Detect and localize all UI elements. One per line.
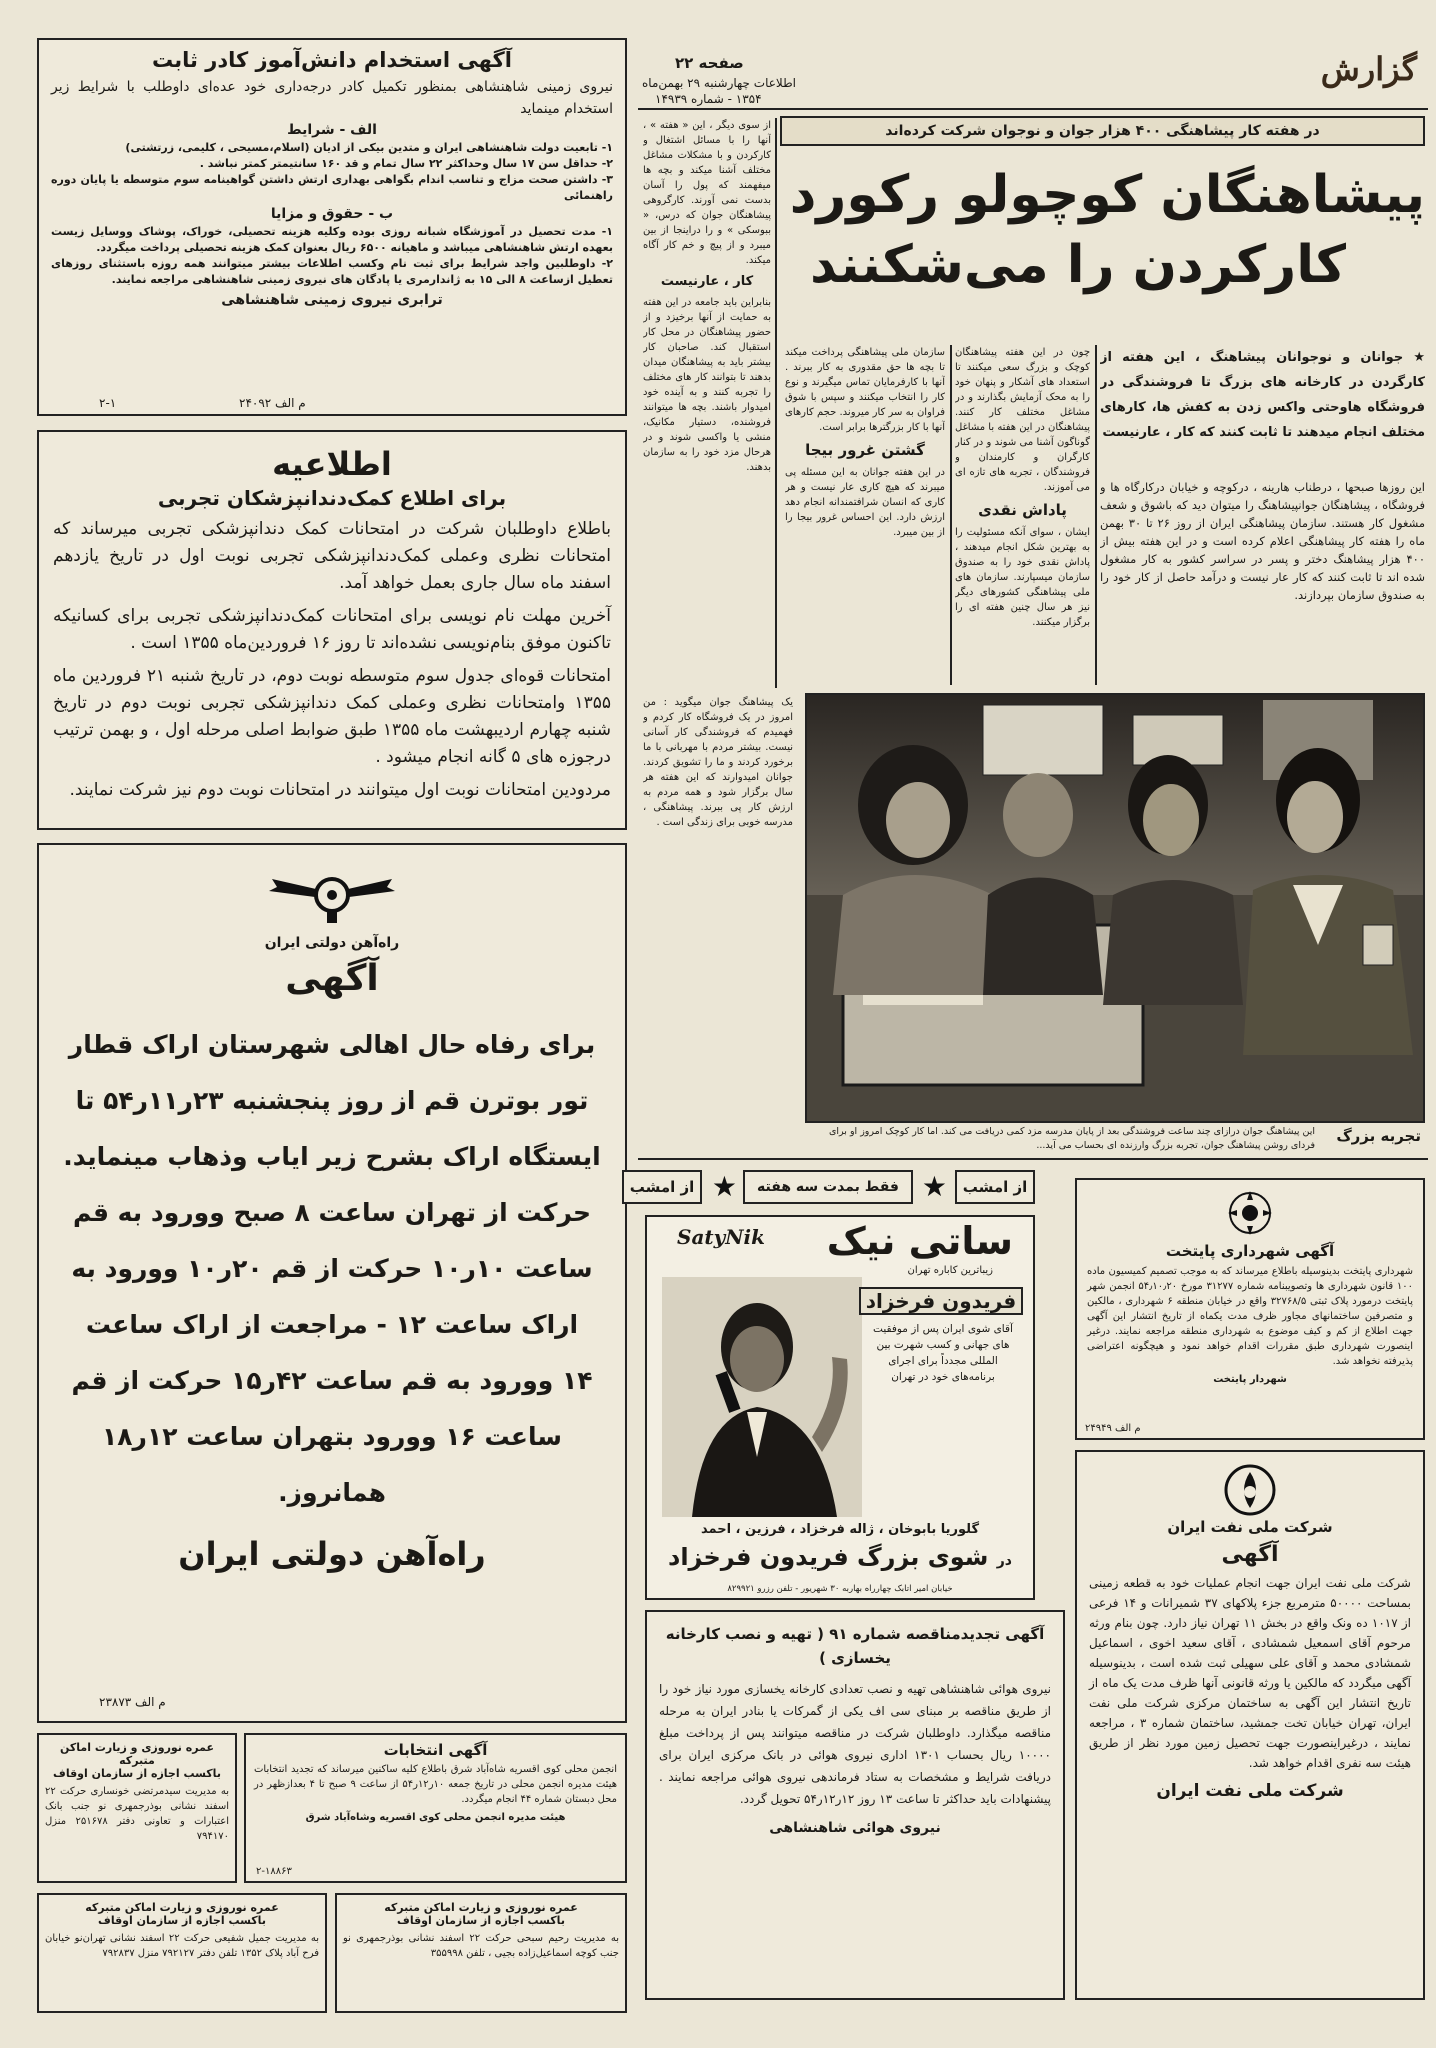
umra-ad-2: عمره نوروزی و زیارت اماکن متبرکه باکسب اجازه از سازمان اوقاف به مدیریت جمیل شفیعی حرکت ۲۲ اسفند نشانی تهران‌نو خیابان فرح آباد پلاک ۱۳۵۲ تلفن دفتر ۷۹۲۱۲۷ منزل ۷۹۲۸۳۷ bbox=[37, 1893, 327, 2013]
report-bottom-rule bbox=[638, 1158, 1428, 1160]
oil-company-logo-icon bbox=[1220, 1462, 1280, 1518]
oil-title: آگهی bbox=[1221, 1542, 1279, 1567]
recruitment-title: آگهی استخدام دانش‌آموز کادر ثابت bbox=[152, 48, 512, 72]
venue-latin: SatyNik bbox=[677, 1225, 765, 1249]
report-column-b: چون در این هفته پیشاهنگان کوچک و بزرگ سعی میکنند تا استعداد های آشکار و پنهان خود را به محک آزمایش بگذارند و در مشاغل مختلف کار کنند. پیشاهنگان در این هفته با مشاغل گوناگون آشنا می شوند و در کنار کارگران و کارمندان و فروشندگان ، تجربه های تازه ای می آموزند. پاداش نقدی ایشان ، سوای آنکه مسئولیت را به بهترین شکل انجام میدهند ، پاداش نقدی خود را به صندوق سازمان میسپارند. سازمان های ملی پیشاهنگی کشورهای دیگر نیز هر سال چنین هفته ای را برگزار میکنند. bbox=[955, 347, 1090, 628]
railway-winged-wheel-icon bbox=[267, 865, 397, 925]
tender-title: آگهی تجدیدمناقصه شماره ۹۱ ( تهیه و نصب کارخانه یخسازی ) bbox=[665, 1625, 1045, 1667]
report-headline bbox=[780, 160, 1425, 310]
venue-name: ساتی نیک bbox=[826, 1219, 1013, 1263]
singer-photo bbox=[662, 1277, 862, 1517]
page-number: صفحه ۲۲ bbox=[675, 54, 744, 72]
dental-title: اطلاعیه bbox=[272, 445, 392, 483]
issue-number: ۱۳۵۴ - شماره ۱۴۹۳۹ bbox=[655, 92, 762, 106]
from-tonight-badge-2: از امشب bbox=[622, 1170, 702, 1204]
municipality-emblem-icon bbox=[1220, 1188, 1280, 1238]
subhead-work: کار ، عارنیست bbox=[660, 274, 754, 289]
report-kicker: در هفته کار پیشاهنگی ۴۰۰ هزار جوان و نوجوان شرکت کرده‌اند bbox=[780, 116, 1425, 146]
show-ad-header bbox=[615, 1170, 1035, 1206]
scouts-photo-image bbox=[805, 695, 1423, 1123]
show-ad: SatyNik ساتی نیک زیباترین کاباره تهران فریدون فرخزاد آقای شوی ایران پس از موفقیت های جهانی و کسب شهرت بین المللی مجدداً برای اجرای برنامه‌های خود در تهران گلوریا بابوخان ، ژاله فرخزاد ، فرزین ، احمد در شوی بزرگ فریدون فرخزاد خیابان امیر اتابک چهارراه بهاربه ۳۰ شهریور - تلفن رزرو ۸۲۹۹۲۱ bbox=[645, 1215, 1035, 1600]
umra-ad-1: عمره نوروزی و زیارت اماکن متبرکه باکسب اجازه از سازمان اوقاف به مدیریت سیدمرتضی خونساری حرکت ۲۲ اسفند نشانی بوذرجمهری نو جنب بانک اعتبارات و تعاونی دفتر ۲۵۱۶۷۸ منزل ۷۹۴۱۷۰ bbox=[37, 1733, 237, 1883]
report-column-a: این روزها صبحها ، درطناب هارینه ، درکوچه و خیابان درکارگاه ها و فروشگاه ، پیشاهنگان جوانپیشاهنگ را میتوان دید که باشوق و شعف مشغول کار هستند. سازمان پیشاهنگی ایران از روز ۲۶ تا ۳۰ بهمن ماه را هفته کار پیشاهنگی اعلام کرده است و در این هفته بیش از ۴۰۰ هزار پیشاهنگ دختر و پسر در سراسر کشور به کار مشغول شده اند تا ثابت کنند که کار عار نیست و درآمد حاصل از کار خود را به صندوق سازمان بپردازند. bbox=[1100, 480, 1425, 602]
subhead-pride: گشتن غرور بیجا bbox=[805, 441, 925, 459]
star-icon: ★ bbox=[711, 1170, 737, 1203]
col-rule-d bbox=[775, 118, 777, 688]
dental-subtitle: برای اطلاع کمک‌دندانپزشکان تجربی bbox=[157, 486, 507, 510]
dental-notice: اطلاعیه برای اطلاع کمک‌دندانپزشکان تجربی باطلاع داوطلبان شرکت در امتحانات کمک دندانپزشکی تجربی میرساند که امتحانات نظری وعملی کمک‌دندانپزشکی تجربی نوبت اول در تاریخ یازدهم اسفند ماه سال جاری بعمل خواهد آمد. آخرین مهلت نام نویسی برای امتحانات کمک‌دندانپزشکی تجربی برای کسانیکه تاکنون موفق بنام‌نویسی نشده‌اند تا روز ۱۶ فروردین‌ماه ۱۳۵۵ است . امتحانات قوه‌ای جدول سوم متوسطه نوبت دوم، در تاریخ شنبه ۲۱ فروردین ماه ۱۳۵۵ وامتحانات نظری وعملی کمک دندانپزشکی تجربی نوبت دوم در تاریخ شنبه چهارم اردیبهشت ماه ۱۳۵۵ طبق ضوابط اصلی مرحله اول ، و بهمن ترتیب درجوزه های ۵ گانه انجام میشود . مردودین امتحانات نوبت اول میتوانند در امتحانات نوبت دوم نیز شرکت نمایند. bbox=[37, 430, 627, 830]
col-rule-b bbox=[950, 345, 952, 685]
photo-caption: تجربه بزرگ این پیشاهنگ جوان درازای چند ساعت فروشندگی بعد از پایان مدرسه مزد کمی دریافت می کند. اما کار کوچک امروز او برای فردای روشن پیشاهنگ جوان، تجربه بزرگ وارزنده ای بحساب می آید... bbox=[828, 1126, 1421, 1151]
report-column-c: سازمان ملی پیشاهنگی پرداخت میکند تا بچه ها حق مقدوری به کار ببرند . آنها با کارفرمایان تماس میگیرند و نوع کار را انتخاب میکنند و سپس با شوق فراوان به سر کار میروند. حجم کارهای آنها با کار بزرگترها برابر است. گشتن غرور بیجا در این هفته جوانان به این مسئله پی میبرند که هیچ کاری عار نیست و هر کاری که انسان شرافتمندانه انجام دهد ارزش دارد. این احساس غرور بیجا را از بین میبرد. bbox=[785, 347, 945, 538]
cast-line: گلوریا بابوخان ، ژاله فرخزاد ، فرزین ، احمد bbox=[700, 1522, 980, 1537]
tender-ad: آگهی تجدیدمناقصه شماره ۹۱ ( تهیه و نصب کارخانه یخسازی ) نیروی هوائی شاهنشاهی تهیه و نصب تعدادی کارخانه یخسازی مورد نیاز خود را از طریق مناقصه بر مبنای سی اف یکی از گمرکات یا بنادر ایران به مرحله مناقصه میگذارد. داوطلبان شرکت در مناقصه میتوانند پس از پرداخت مبلغ ۱۰۰۰۰ ریال بحساب ۱۳۰۱ اداری نیروی هوائی در بانک مرکزی ایران برای دریافت شرایط و مشخصات به ستاد فرماندهی نیروی هوائی مراجعه نمایند . پیشنهادات باید حداکثر تا ساعت ۱۳ روز ۱۲ر۱۲ر۵۴ تحویل گردد. نیروی هوائی شاهنشاهی bbox=[645, 1610, 1065, 2000]
scouts-photo bbox=[805, 693, 1425, 1123]
tender-signature: نیروی هوائی شاهنشاهی bbox=[769, 1820, 941, 1836]
headline-line-1: پیشاهنگان کوچولو رکورد bbox=[789, 165, 1425, 225]
umra-ad-3: عمره نوروزی و زیارت اماکن متبرکه باکسب اجازه از سازمان اوقاف به مدیریت رحیم سبحی حرکت ۲۲ اسفند نشانی بوذرجمهری نو جنب کوچه اسماعیل‌زاده بجیی ، تلفن ۳۵۵۹۹۸ bbox=[335, 1893, 627, 2013]
election-ad: آگهی انتخابات انجمن محلی کوی اقسریه شاه‌آباد شرق باطلاع کلیه ساکنین میرساند که تجدید انتخابات هیئت مدیره انجمن محلی در تاریخ جمعه ۱۰ر۱۲ر۵۴ از ساعت ۹ صبح تا ۴ بعدازظهر در محل دبستان شماره ۴۴ انجام میگردد. هیئت مدیره انجمن محلی کوی اقسریه وشاه‌آباد شرق ۲-۱۸۸۶۳ bbox=[244, 1733, 627, 1883]
three-weeks-badge: فقط بمدت سه هفته bbox=[743, 1170, 913, 1204]
railway-logo-text: راه‌آهن دولتی ایران bbox=[264, 935, 400, 951]
from-tonight-badge-1: از امشب bbox=[955, 1170, 1035, 1204]
capital-title: آگهی شهرداری پایتخت bbox=[1165, 1242, 1335, 1260]
railway-title: آگهی bbox=[285, 958, 379, 999]
report-column-d: از سوی دیگر ، این « هفته » ، آنها را با مسائل اشتغال و کارکردن و با مشکلات مشاغل مختلف آشنا میکند و بچه ها میفهمند که پول را آسان بدست نمی آورند. کارگروهی پیشاهنگان جوان که درس، « ببوسکی » و را دراینجا از بین میبرد و از پیچ و خم کار آگاه میکند. کار ، عارنیست بنابراین باید جامعه در این هفته به حمایت از آنها برخیزد و از حضور پیشاهنگان در محل کار استقبال کند. صاحبان کار بیشتر باید به پیشاهنگان میدان بدهند تا بتوانند کار های مختلف را تجربه کنند و به آینده خود امیدوار باشند. بچه ها میتوانند فروشنده، دستیار مکانیک، منشی یا واکسی شوند و در هرحال مزد خود را به سازمان بدهند. bbox=[643, 120, 771, 473]
show-title: شوی بزرگ فریدون فرخزاد bbox=[668, 1543, 989, 1571]
section-title: گزارش bbox=[1320, 50, 1417, 88]
oil-logo-text: شرکت ملی نفت ایران bbox=[1167, 1518, 1333, 1536]
recruitment-signature: ترابری نیروی زمینی شاهنشاهی bbox=[221, 292, 443, 308]
issue-date: اطلاعات چهارشنبه ۲۹ بهمن‌ماه bbox=[642, 76, 796, 90]
section-header bbox=[640, 48, 1425, 116]
capital-ad: آگهی شهرداری پایتخت شهرداری پایتخت بدینوسیله باطلاع میرساند که به موجب تصمیم کمیسیون ماده ۱۰۰ قانون شهرداری ها وتصویبنامه شماره ۳۱۲۷۷ مورخ ۵۴٫۱۰٫۲۰ انجمن شهر پایتخت درمورد پلاک ثبتی ۳۲۷۶۸/۵ واقع در خیابان منطقه ۶ شهرداری ، مالکین و متصرفین ساختمانهای مجاور ظرف مدت یکماه از تاریخ انتشار این آگهی جهت اطلاع از کم و کیف موضوع به شهرداری منطقه مراجعه نمایند. درغیر اینصورت شهرداری طبق مقررات اقدام خواهد نمود و هیچگونه اعتراضی پذیرفته نخواهد شد. شهردار پایتخت م الف ۲۴۹۴۹ bbox=[1075, 1178, 1425, 1440]
report-column-d-cont: یک پیشاهنگ جوان میگوید : من امروز در یک فروشگاه کار کردم و فهمیدم که فروشندگی کار آسانی نیست. بیشتر مردم با مهربانی با ما برخورد کردند و ما را تشویق کردند. جوانان امیدوارند که این هفته هر سال برگزار شود و همه مردم به ارزش کار پی ببرند. پیشاهنگی ، مدرسه خوبی برای زندگی است . bbox=[643, 697, 793, 828]
headline-line-2: کارکردن را می‌شکنند bbox=[810, 235, 1346, 295]
railway-signature: راه‌آهن دولتی ایران bbox=[178, 1535, 486, 1573]
report-lead: ★ جوانان و نوجوانان پیشاهنگ ، این هفته از کارگردن در کارخانه های بزرگ تا فروشندگی در فروشگاه هاوحتی واکس زدن به کفش ها، کارهای مختلف انجام میدهند تا ثابت کنند که کار ، عارنیست bbox=[1100, 350, 1425, 440]
railway-logo bbox=[57, 865, 607, 935]
subhead-reward: پاداش نقدی bbox=[978, 501, 1067, 519]
star-icon: ★ bbox=[921, 1170, 947, 1203]
photo-caption-title: تجربه بزرگ bbox=[1336, 1127, 1421, 1145]
header-rule bbox=[638, 108, 1428, 110]
oil-signature: شرکت ملی نفت ایران bbox=[1156, 1781, 1344, 1801]
railway-ad: راه‌آهن دولتی ایران آگهی برای رفاه حال اهالی شهرستان اراک قطار تور بوترن قم از روز پنجشنبه ۲۳ر۱۱ر۵۴ تا ایستگاه اراک بشرح زیر ایاب وذهاب مینماید. حرکت از تهران ساعت ۸ صبح وورود به قم ساعت ۱۰ر۱۰ حرکت از قم ۲۰ر۱۰ وورود به اراک ساعت ۱۲ - مراجعت از اراک ساعت ۱۴ وورود به قم ساعت ۴۲ر۱۵ حرکت از قم ساعت ۱۶ وورود بتهران ساعت ۱۲ر۱۸ همانروز. راه‌آهن دولتی ایران م الف ۲۳۸۷۳ bbox=[37, 843, 627, 1723]
singer-name: فریدون فرخزاد bbox=[859, 1287, 1023, 1315]
col-rule-a bbox=[1095, 345, 1097, 685]
oil-ad: شرکت ملی نفت ایران آگهی شرکت ملی نفت ایران جهت انجام عملیات خود به قطعه زمینی بمساحت ۵۰۰۰۰ مترمربع جزء پلاکهای ۳۷ شمیرانات و ۱۴ فرعی از ۱۰۱۷ ده ونک واقع در بخش ۱۱ تهران نیاز دارد. چون بنام ورثه مرحوم آقای اسمعیل شمشادی ، آقای سعید اخوی ، اسماعیل شمشادی محمد و آقای علی سهیلی ثبت شده است ، بدینوسیله آگهی میگردد که مالکین یا ورثه قانونی آنها ظرف مدت یک ماه از تاریخ انتشار این آگهی به ساختمان مرکزی شرکت ملی نفت ایران، تهران خیابان تخت جمشید، ساختمان شماره ۳ ، مراجعه نمایند ، درغیراینصورت جهت تحصیل زمین مورد نظر از طریق هیئت سه نفری اقدام خواهد شد. شرکت ملی نفت ایران bbox=[1075, 1450, 1425, 2000]
recruitment-ad: آگهی استخدام دانش‌آموز کادر ثابت نیروی زمینی شاهنشاهی بمنظور تکمیل کادر درجه‌داری خود عده‌ای داوطلب با شرایط زیر استخدام مینماید الف - شرایط ۱- تابعیت دولت شاهنشاهی ایران و متدین بیکی از ادیان (اسلام،مسیحی ، کلیمی، زرتشتی) ۲- حداقل سن ۱۷ سال وحداکثر ۲۲ سال تمام و قد ۱۶۰ سانتیمتر کمتر نباشد . ۳- داشتن صحت مزاج و تناسب اندام بگواهی بهداری ارتش داشتن گواهینامه سوم متوسطه یا پایان دوره راهنمائی ب - حقوق و مزایا ۱- مدت تحصیل در آموزشگاه شبانه روزی بوده وکلیه هزینه تحصیلی، خوراک، پوشاک ووسایل زیست بعهده ارتش شاهنشاهی میباشد و ماهیانه ۶۵۰۰ ریال بعنوان کمک هزینه تحصیلی پرداخت میگردد. ۲- داوطلبین واجد شرایط برای ثبت نام وکسب اطلاعات بیشتر میتوانند همه روزه باستثنای روزهای تعطیل ازساعت ۸ الی ۱۵ به ژاندارمری یا پادگان های نیروی زمینی شاهنشاهی مراجعه نمایند. ترابری نیروی زمینی شاهنشاهی م الف ۲۴۰۹۲ ۲-۱ bbox=[37, 38, 627, 416]
